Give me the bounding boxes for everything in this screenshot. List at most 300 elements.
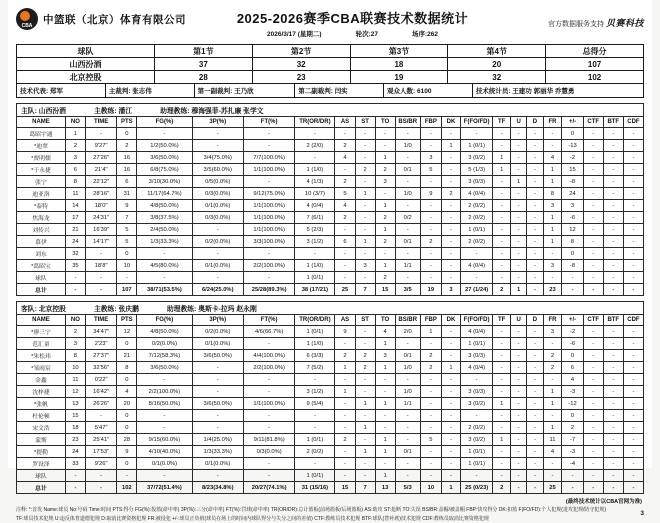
stats-cell: 37/72(51.4%) <box>137 482 192 494</box>
player-row <box>17 398 644 410</box>
stats-cell: 3 (1/2) <box>295 386 335 398</box>
stats-col-header: CDF <box>623 117 643 128</box>
stats-cell: 35 <box>65 260 85 272</box>
player-row <box>17 224 644 236</box>
stats-cell: 38 (17/21) <box>295 284 335 296</box>
stats-cell: 13 <box>375 482 395 494</box>
stats-cell: 3 <box>355 260 375 272</box>
stats-cell: - <box>85 248 116 260</box>
player-name: 焦海龙 <box>17 212 66 224</box>
stats-cell: 0/1(0.0%) <box>192 338 243 350</box>
stats-cell: - <box>137 422 192 434</box>
stats-cell: 5 <box>420 434 441 446</box>
stats-cell: 5 <box>117 224 137 236</box>
stats-cell: - <box>527 434 543 446</box>
stats-cell: - <box>603 446 623 458</box>
stats-cell: - <box>603 248 623 260</box>
stats-cell: - <box>395 470 420 482</box>
stats-cell: - <box>335 224 355 236</box>
stats-cell: - <box>243 458 294 470</box>
stats-cell: - <box>192 224 243 236</box>
stats-cell: - <box>527 446 543 458</box>
stats-cell: 4/4(100.0%) <box>243 350 294 362</box>
stats-cell: 1 (0/1) <box>460 224 493 236</box>
stats-cell: - <box>623 422 643 434</box>
stats-cell: - <box>85 272 116 284</box>
stats-cell: 2 <box>335 434 355 446</box>
stats-cell: 0 <box>562 248 583 260</box>
stats-cell: - <box>460 128 493 140</box>
stats-cell: - <box>395 422 420 434</box>
player-row <box>17 284 644 296</box>
stats-cell: 6 <box>117 176 137 188</box>
stats-cell: 1 <box>355 398 375 410</box>
stats-cell: 17'53" <box>85 446 116 458</box>
stats-cell: - <box>493 458 511 470</box>
stats-cell: 20/27(74.1%) <box>243 482 294 494</box>
team-info-row <box>17 302 644 315</box>
stats-cell: 6 <box>335 236 355 248</box>
stats-cell: 3/6(50.0%) <box>137 152 192 164</box>
player-name: *葛昭宝 <box>17 260 66 272</box>
stats-cell: - <box>510 326 526 338</box>
stats-cell: - <box>623 272 643 284</box>
stats-cell: - <box>442 386 461 398</box>
player-name: 罗设泽 <box>17 458 66 470</box>
stats-cell: - <box>442 236 461 248</box>
stats-cell: 2 <box>543 362 562 374</box>
stats-cell: 6/24(25.0%) <box>192 284 243 296</box>
stats-cell: 4 (0/4) <box>460 362 493 374</box>
player-row <box>17 236 644 248</box>
player-row <box>17 248 644 260</box>
stats-cell: - <box>375 386 395 398</box>
page-header <box>16 8 644 42</box>
stats-cell: 2 <box>493 284 511 296</box>
stats-cell: 1 (1/0) <box>295 164 335 176</box>
quarter-score-table <box>16 44 644 84</box>
player-name: 迪亚洛 <box>17 188 66 200</box>
stats-cell: - <box>562 272 583 284</box>
stats-cell: - <box>420 176 441 188</box>
stats-cell: - <box>460 470 493 482</box>
stats-col-header: FT(%) <box>243 117 294 128</box>
stats-cell: - <box>603 164 623 176</box>
stats-cell: 3/3(100.0%) <box>243 236 294 248</box>
team-name: 北京控股 <box>17 71 155 84</box>
stats-col-header: U <box>510 117 526 128</box>
stats-cell: - <box>295 374 335 386</box>
stats-cell: 1 <box>510 284 526 296</box>
stats-cell: - <box>623 398 643 410</box>
stats-cell: - <box>583 128 603 140</box>
stats-cell: 2 <box>375 212 395 224</box>
stats-cell: 2 (0/2) <box>460 212 493 224</box>
stats-cell: - <box>543 338 562 350</box>
stats-cell: 1 <box>543 236 562 248</box>
stats-cell: - <box>510 398 526 410</box>
stats-cell: 0 <box>117 248 137 260</box>
stats-cell: - <box>603 482 623 494</box>
stats-cell: - <box>420 272 441 284</box>
stats-cell: - <box>335 164 355 176</box>
stats-cell: - <box>335 470 355 482</box>
stats-cell: - <box>85 482 116 494</box>
stats-cell: - <box>543 374 562 386</box>
stats-cell: 0'22" <box>85 374 116 386</box>
game-meta <box>211 29 494 38</box>
stats-cell: 9 <box>420 188 441 200</box>
stats-cell: 107 <box>117 284 137 296</box>
statisticians: 技术统计员: 王建功 郭丽华 乔慧勇 <box>472 84 643 98</box>
player-row <box>17 350 644 362</box>
organizer-block <box>16 8 211 30</box>
stats-cell: 1 <box>442 482 461 494</box>
stats-cell: - <box>603 338 623 350</box>
stats-cell: - <box>623 212 643 224</box>
stats-col-header: U <box>510 315 526 326</box>
stats-cell: - <box>623 140 643 152</box>
stats-cell: - <box>623 200 643 212</box>
stats-cell: - <box>623 284 643 296</box>
stats-sheet-page <box>8 0 652 468</box>
stats-col-header: TF <box>493 117 511 128</box>
assistant-coaches: 助理教练: 穆海强菲-苏扎廉 张学文 <box>160 108 263 115</box>
stats-cell: 13 <box>65 398 85 410</box>
stats-cell: 0/1(0.0%) <box>192 260 243 272</box>
stats-cell: 1 <box>543 212 562 224</box>
stats-cell: 16'39" <box>85 224 116 236</box>
stats-cell: 3/4(75.0%) <box>192 152 243 164</box>
stats-cell: 5 <box>335 188 355 200</box>
stats-cell: 0 <box>562 410 583 422</box>
stats-cell: 0/2(0.0%) <box>192 236 243 248</box>
stats-cell: 1 (0/1) <box>460 446 493 458</box>
crew-chief-referee: 主裁判: 张志伟 <box>105 84 194 98</box>
stats-cell: - <box>603 470 623 482</box>
stats-cell: 12 <box>562 224 583 236</box>
stats-cell: 1 <box>335 362 355 374</box>
disclaimer-text: (最终技术统计以CBA官网为准) <box>16 497 644 505</box>
stats-cell: - <box>192 386 243 398</box>
legend-notes <box>16 506 644 523</box>
stats-cell: - <box>603 362 623 374</box>
stats-cell: - <box>355 458 375 470</box>
stats-cell: - <box>335 272 355 284</box>
player-name: *贾明儒 <box>17 152 66 164</box>
stats-cell: 25'41" <box>85 434 116 446</box>
stats-cell: 2 <box>335 212 355 224</box>
player-name: 葛昭宇通 <box>17 128 66 140</box>
stats-cell: 4 (0/4) <box>460 188 493 200</box>
stats-cell: 3/6(50.0%) <box>137 362 192 374</box>
stats-cell: - <box>355 140 375 152</box>
stats-cell: - <box>583 176 603 188</box>
stats-cell: - <box>510 434 526 446</box>
stats-cell: - <box>395 338 420 350</box>
stats-cell: - <box>355 338 375 350</box>
stats-cell: 1 <box>65 128 85 140</box>
stats-cell: - <box>420 422 441 434</box>
stats-cell: 2 <box>420 362 441 374</box>
stats-cell: 15 <box>375 284 395 296</box>
stats-cell: - <box>493 224 511 236</box>
legend-line-1: 注释: *:首发 Name:球员 No:号码 Time:时间 PTS:得分 FG(%):投篮(命中率) 3P(%):三分(命中率) FT(%):罚球(命中率) TR(OR/DR):总计篮板(前场篮板/后场篮板) AS:助攻 ST:抢断 TO:失误 BS/BR:盖帽/被盖帽 FBP:快攻得分 DK:扣篮 F(FO/FD):个人犯规(进攻犯规/防守犯规) <box>16 506 634 515</box>
stats-cell: - <box>583 362 603 374</box>
stats-cell: 5'47" <box>85 422 116 434</box>
stats-cell: 3 <box>65 152 85 164</box>
stats-cell: - <box>583 152 603 164</box>
stats-cell: - <box>335 422 355 434</box>
stats-cell: 2 <box>355 350 375 362</box>
stats-cell: 1 <box>375 200 395 212</box>
stats-cell: 19 <box>420 284 441 296</box>
stats-cell: 2/2(100.0%) <box>243 260 294 272</box>
player-row <box>17 176 644 188</box>
player-name: 慕伊 <box>17 236 66 248</box>
stats-cell: - <box>623 248 643 260</box>
stats-cell: 1 <box>510 176 526 188</box>
score-col-header: 第1节 <box>154 45 252 58</box>
stats-col-header: CTF <box>583 315 603 326</box>
stats-cell: 0/3(0.0%) <box>192 188 243 200</box>
stats-cell: - <box>442 128 461 140</box>
stats-cell: - <box>420 374 441 386</box>
cba-logo-icon <box>16 8 38 30</box>
officials-bar <box>16 83 644 98</box>
stats-cell: 2 <box>355 164 375 176</box>
stats-cell: 10 (3/7) <box>295 188 335 200</box>
stats-cell: - <box>493 236 511 248</box>
stats-cell: 24'31" <box>85 212 116 224</box>
stats-cell: - <box>243 410 294 422</box>
stats-cell: -12 <box>562 398 583 410</box>
stats-col-header: ST <box>355 315 375 326</box>
stats-cell: 2'23" <box>85 338 116 350</box>
stats-cell: - <box>460 410 493 422</box>
player-row <box>17 260 644 272</box>
stats-cell: - <box>355 152 375 164</box>
stats-cell: 102 <box>117 482 137 494</box>
stats-cell: - <box>543 140 562 152</box>
stats-cell: 17 <box>65 212 85 224</box>
stats-cell: -6 <box>562 338 583 350</box>
stats-cell: 4 (0/4) <box>460 260 493 272</box>
stats-cell: 0/5(0.0%) <box>192 176 243 188</box>
stats-cell: - <box>543 410 562 422</box>
stats-cell: - <box>527 248 543 260</box>
stats-cell: - <box>623 224 643 236</box>
score-section <box>16 44 644 98</box>
stats-cell: - <box>583 398 603 410</box>
stats-cell: - <box>623 362 643 374</box>
stats-cell: 33 <box>65 458 85 470</box>
stats-cell: 3 (1/2) <box>295 236 335 248</box>
stats-cell: - <box>543 470 562 482</box>
stats-cell: - <box>395 200 420 212</box>
stats-cell: 1 <box>543 386 562 398</box>
player-name: 范汇童 <box>17 338 66 350</box>
stats-cell: -3 <box>562 386 583 398</box>
stats-cell: 4 <box>117 386 137 398</box>
stats-cell: 3 (0/2) <box>460 152 493 164</box>
stats-cell: - <box>420 212 441 224</box>
stats-cell: - <box>493 362 511 374</box>
player-row <box>17 362 644 374</box>
stats-cell: - <box>623 176 643 188</box>
stats-cell: 4 <box>335 200 355 212</box>
stats-cell: 7 <box>355 482 375 494</box>
stats-cell: 25 (0/23) <box>460 482 493 494</box>
stats-cell: 21 <box>65 224 85 236</box>
stats-cell: - <box>395 248 420 260</box>
stats-cell: 4 <box>543 152 562 164</box>
stats-cell: 1/1(100.0%) <box>243 200 294 212</box>
stats-cell: - <box>243 422 294 434</box>
stats-col-header: F(FO/FD) <box>460 117 493 128</box>
stats-cell: 9 <box>117 446 137 458</box>
stats-cell: - <box>420 446 441 458</box>
stats-cell: - <box>527 398 543 410</box>
stats-cell: 1 <box>375 398 395 410</box>
stats-cell: - <box>442 470 461 482</box>
player-row <box>17 140 644 152</box>
stats-cell: 0/3(0.0%) <box>243 446 294 458</box>
score-col-header: 第2节 <box>252 45 350 58</box>
stats-cell: - <box>603 350 623 362</box>
score-cell: 32 <box>448 71 546 84</box>
score-cell: 18 <box>350 58 448 71</box>
stats-cell: - <box>527 362 543 374</box>
player-name: 宋文浩 <box>17 422 66 434</box>
stats-cell: 1 (0/1) <box>295 434 335 446</box>
stats-col-header: TF <box>493 315 511 326</box>
stats-cell: 1/0 <box>395 362 420 374</box>
stats-cell: - <box>85 128 116 140</box>
stats-cell: - <box>623 470 643 482</box>
stats-cell: - <box>493 212 511 224</box>
stats-cell: - <box>442 272 461 284</box>
stats-cell: - <box>442 152 461 164</box>
stats-cell: 4/6(66.7%) <box>243 326 294 338</box>
player-row <box>17 188 644 200</box>
stats-cell: - <box>493 128 511 140</box>
stats-cell: - <box>493 140 511 152</box>
stats-cell: 1 <box>493 164 511 176</box>
stats-col-header: ST <box>355 117 375 128</box>
stats-cell: 1 <box>375 470 395 482</box>
stats-cell: 4/8(50.0%) <box>137 326 192 338</box>
stats-cell: - <box>137 272 192 284</box>
score-cell: 102 <box>546 71 644 84</box>
stats-cell: 16'42" <box>85 386 116 398</box>
stats-cell: - <box>395 458 420 470</box>
stats-cell: - <box>295 422 335 434</box>
stats-cell: 2/2(100.0%) <box>137 386 192 398</box>
player-row <box>17 164 644 176</box>
stats-cell: - <box>395 374 420 386</box>
stats-cell: 2 <box>420 236 441 248</box>
stats-cell: - <box>527 260 543 272</box>
stats-cell: - <box>510 272 526 284</box>
stats-cell: 3 <box>420 152 441 164</box>
stats-cell: - <box>442 458 461 470</box>
stats-cell: - <box>562 482 583 494</box>
stats-cell: 1 <box>355 446 375 458</box>
stats-cell: 1 (0/1) <box>460 458 493 470</box>
stats-cell: - <box>583 386 603 398</box>
stats-cell: 34'47" <box>85 326 116 338</box>
stats-cell: - <box>335 374 355 386</box>
player-row <box>17 434 644 446</box>
data-provider-block <box>494 8 644 29</box>
stats-cell: 8 <box>65 350 85 362</box>
attendance: 观众人数: 6100 <box>384 84 473 98</box>
stats-cell: - <box>375 458 395 470</box>
player-row <box>17 200 644 212</box>
stats-cell: - <box>527 422 543 434</box>
stats-cell: - <box>243 128 294 140</box>
player-name: 杜伦顿 <box>17 410 66 422</box>
stats-cell: 16 <box>117 152 137 164</box>
stats-cell: 23 <box>543 284 562 296</box>
player-name: 球队 <box>17 272 66 284</box>
stats-cell: 8/23(34.8%) <box>192 482 243 494</box>
stats-cell: - <box>192 248 243 260</box>
stats-cell: 6 <box>65 164 85 176</box>
player-row <box>17 374 644 386</box>
stats-cell: - <box>603 386 623 398</box>
stats-cell: 1 <box>355 188 375 200</box>
stats-cell: 1 (0/1) <box>295 470 335 482</box>
stats-cell: - <box>355 176 375 188</box>
stats-col-header: TR(OR/DR) <box>295 315 335 326</box>
stats-cell: 25/28(89.3%) <box>243 284 294 296</box>
stats-cell: -3 <box>562 446 583 458</box>
player-name: 沈梓捷 <box>17 386 66 398</box>
stats-cell: 2 <box>442 188 461 200</box>
stats-cell: 2 (2/0) <box>295 140 335 152</box>
player-row <box>17 482 644 494</box>
stats-cell: - <box>192 140 243 152</box>
stats-cell: 1/0 <box>395 386 420 398</box>
stats-cell: - <box>335 398 355 410</box>
stats-cell: - <box>623 482 643 494</box>
stats-cell: - <box>510 338 526 350</box>
stats-cell: 2 <box>65 326 85 338</box>
stats-cell: - <box>460 248 493 260</box>
stats-cell: - <box>493 248 511 260</box>
stats-cell: - <box>192 362 243 374</box>
stats-cell: 12 <box>65 386 85 398</box>
stats-col-header: AS <box>335 117 355 128</box>
stats-cell: - <box>137 128 192 140</box>
stats-cell: 9/12(75.0%) <box>243 188 294 200</box>
stats-cell: 23 <box>65 434 85 446</box>
stats-cell: 1 <box>493 398 511 410</box>
stats-cell: 9 <box>335 326 355 338</box>
stats-cell: - <box>192 272 243 284</box>
stats-cell: - <box>510 260 526 272</box>
stats-cell: - <box>493 374 511 386</box>
stats-cell: 0/1 <box>395 236 420 248</box>
stats-cell: 18'0" <box>85 200 116 212</box>
stats-col-header: F(FO/FD) <box>460 315 493 326</box>
stats-cell: - <box>442 224 461 236</box>
stats-col-header: AS <box>335 315 355 326</box>
stats-cell: - <box>510 470 526 482</box>
stats-cell: 2 (0/2) <box>460 200 493 212</box>
